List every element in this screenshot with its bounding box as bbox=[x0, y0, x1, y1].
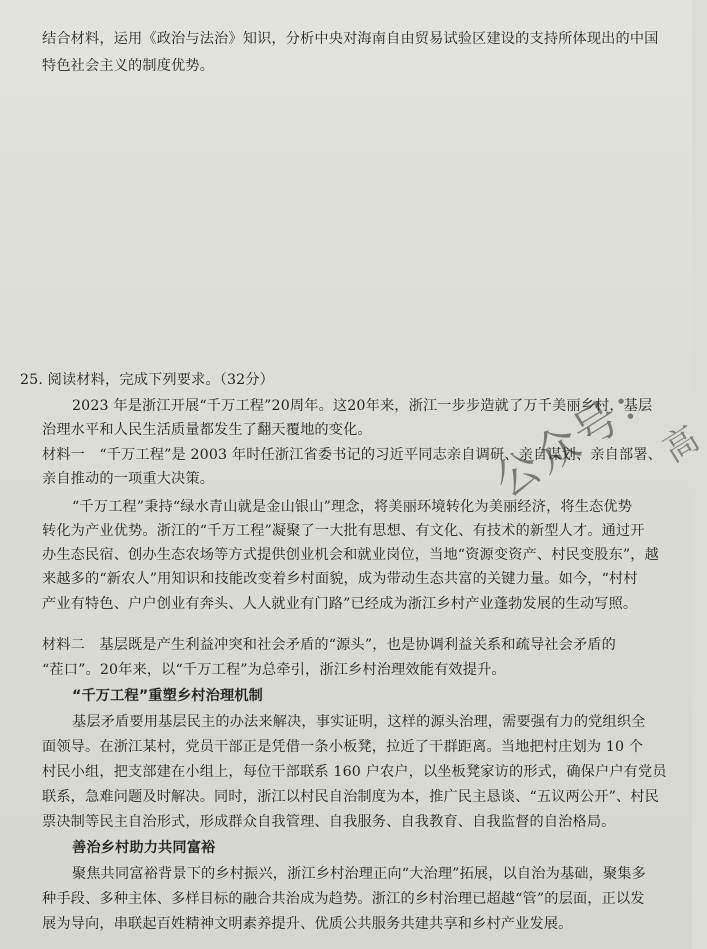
subheading-2: 善治乡村助力共同富裕 bbox=[72, 840, 216, 856]
subsection-1-line-2: 面领导。在浙江某村，党员干部正是凭借一条小板凳，拉近了干群距离。当地把村庄划为 10 个 bbox=[42, 739, 644, 755]
prev-question-line-1: 结合材料，运用《政治与法治》知识，分析中央对海南自由贸易试验区建设的支持所体现出的中国 bbox=[42, 31, 659, 47]
subsection-1-line-4: 联系，急难问题及时解决。同时，浙江以村民自治制度为本，推广民主恳谈、“五议两公开”、村民 bbox=[42, 789, 659, 805]
material-2-line-2: “茬口”。20年来，以“千万工程”为总牵引，浙江乡村治理效能有效提升。 bbox=[42, 662, 506, 678]
subheading-1: “千万工程”重塑乡村治理机制 bbox=[72, 688, 263, 704]
material-1-p2-line-3: 办生态民宿、创办生态农场等方式提供创业机会和就业岗位，当地“资源变资产、村民变股东”，越 bbox=[42, 547, 659, 563]
material-1-p2-line-2: 转化为产业优势。浙江的“千万工程”凝聚了一大批有思想、有文化、有技术的新型人才。通过开 bbox=[42, 523, 645, 539]
material-1-line-1: 材料一 “千万工程”是 2003 年时任浙江省委书记的习近平同志亲自调研、亲自谋划、亲自部署、 bbox=[42, 447, 662, 463]
material-1-line-2: 亲自推动的一项重大决策。 bbox=[42, 471, 215, 487]
subsection-1-line-1: 基层矛盾要用基层民主的办法来解决，事实证明，这样的源头治理，需要强有力的党组织全 bbox=[72, 714, 646, 730]
watermark-fragment: 高 bbox=[656, 418, 707, 471]
subsection-2-line-3: 展为导向，串联起百姓精神文明素养提升、优质公共服务共建共享和乡村产业发展。 bbox=[42, 916, 573, 932]
intro-line-2: 治理水平和人民生活质量都发生了翻天覆地的变化。 bbox=[42, 422, 372, 438]
subsection-1-line-5: 票决制等民主自治形式，形成群众自我管理、自我服务、自我教育、自我监督的自治格局。 bbox=[42, 814, 616, 830]
subsection-2-line-2: 种手段、多种主体、多样目标的融合共治成为趋势。浙江的乡村治理已超越“管”的层面，正以发 bbox=[42, 891, 645, 907]
material-1-p2-line-4: 来越多的“新农人”用知识和技能改变着乡村面貌，成为带动生态共富的关键力量。如今，“村村 bbox=[42, 571, 638, 587]
question-header: 25. 阅读材料，完成下列要求。（32分） bbox=[20, 372, 274, 388]
material-2-line-1: 材料二 基层既是产生利益冲突和社会矛盾的“源头”，也是协调利益关系和疏导社会矛盾的 bbox=[42, 637, 616, 653]
intro-line-1: 2023 年是浙江开展“千万工程”20周年。这20年来，浙江一步步造就了万千美丽乡村，基层 bbox=[72, 398, 653, 414]
subsection-2-line-1: 聚焦共同富裕背景下的乡村振兴，浙江乡村治理正向“大治理”拓展，以自治为基础，聚集多 bbox=[72, 866, 646, 882]
subsection-1-line-3: 村民小组，把支部建在小组上，每位干部联系 160 户农户，以坐板凳家访的形式，确保户户有党员 bbox=[42, 764, 667, 780]
prev-question-line-2: 特色社会主义的制度优势。 bbox=[42, 58, 215, 74]
material-1-p2-line-5: 产业有特色、户户创业有奔头、人人就业有门路”已经成为浙江乡村产业蓬勃发展的生动写照。 bbox=[42, 596, 638, 612]
watermark-text: 公众号： bbox=[485, 366, 669, 508]
material-1-p2-line-1: “千万工程”秉持“绿水青山就是金山银山”理念，将美丽环境转化为美丽经济，将生态优势 bbox=[72, 499, 633, 515]
